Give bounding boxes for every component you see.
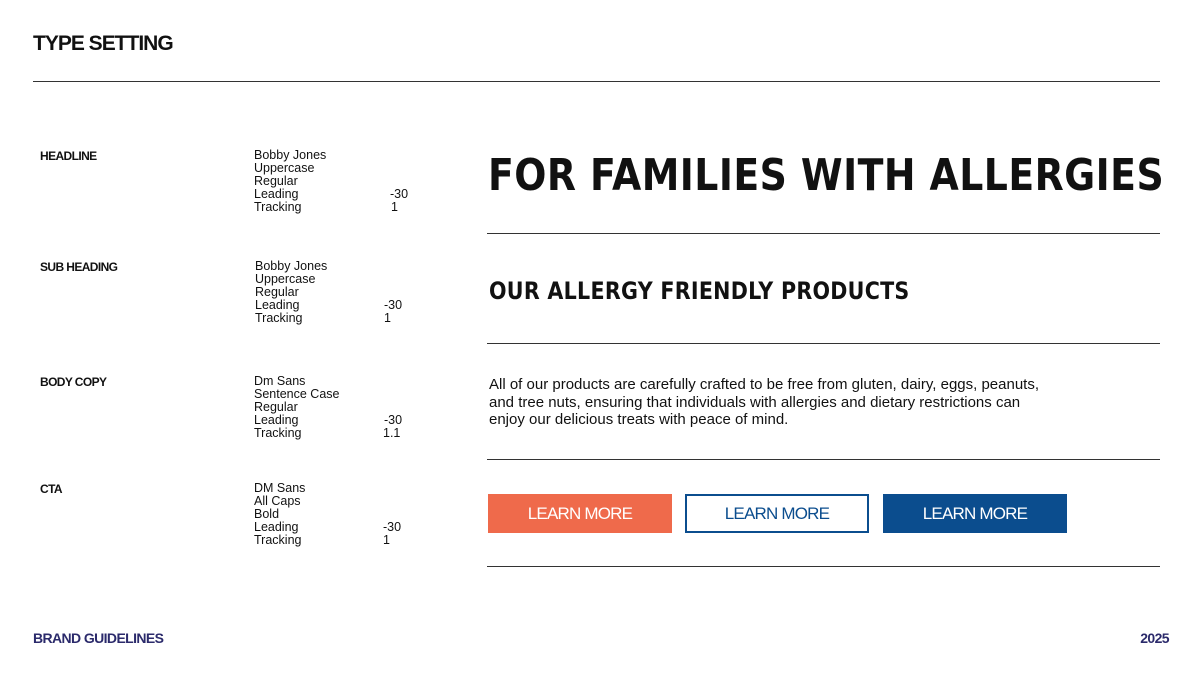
spec-props-body-copy [254, 375, 424, 440]
header-divider [33, 81, 1160, 82]
spec-leading-value: -30 [384, 298, 403, 312]
spec-label-cta: CTA [40, 482, 62, 496]
divider [487, 343, 1160, 344]
spec-tracking-value: 1 [384, 311, 391, 325]
spec-tracking-value: 1 [391, 200, 398, 214]
spec-leading-value: -30 [383, 520, 402, 534]
spec-tracking [255, 312, 425, 325]
divider [487, 233, 1160, 234]
spec-tracking-label: Tracking [254, 200, 302, 214]
spec-weight: Bold [254, 507, 280, 521]
spec-tracking-label: Tracking [254, 533, 302, 547]
learn-more-button-blue[interactable]: LEARN MORE [883, 494, 1067, 533]
sample-headline: FOR FAMILIES WITH ALLERGIES [488, 150, 1165, 201]
spec-leading-value: -30 [390, 187, 409, 201]
spec-leading-label: Leading [255, 298, 300, 312]
sample-body-copy: All of our products are carefully crafted to be free from gluten, dairy, eggs, peanuts, and tree nuts, ensuring that individuals with allergies and dietary restrictions can enjoy our delicious treats with peace of mind. [489, 376, 1040, 428]
spec-props-cta [254, 482, 424, 547]
spec-leading-label: Leading [254, 413, 299, 427]
spec-tracking-label: Tracking [255, 311, 303, 325]
spec-case: All Caps [254, 494, 301, 508]
spec-weight: Regular [255, 285, 299, 299]
spec-tracking-label: Tracking [254, 426, 302, 440]
spec-tracking [254, 201, 424, 214]
spec-leading-label: Leading [254, 520, 299, 534]
sample-subheading: OUR ALLERGY FRIENDLY PRODUCTS [489, 277, 910, 305]
spec-font: DM Sans [254, 481, 306, 495]
spec-font: Bobby Jones [254, 148, 327, 162]
spec-tracking [254, 427, 424, 440]
spec-case: Uppercase [254, 161, 315, 175]
spec-tracking-value: 1.1 [383, 426, 401, 440]
spec-weight: Regular [254, 400, 298, 414]
divider [487, 566, 1160, 567]
spec-case: Uppercase [255, 272, 316, 286]
spec-case: Sentence Case [254, 387, 340, 401]
spec-props-headline [254, 149, 424, 214]
spec-tracking [254, 534, 424, 547]
spec-props-subheading [255, 260, 425, 325]
page-title: TYPE SETTING [33, 32, 173, 55]
spec-label-body-copy: BODY COPY [40, 375, 107, 389]
footer-brand-guidelines: BRAND GUIDELINES [33, 630, 164, 646]
spec-font: Dm Sans [254, 374, 306, 388]
footer-year: 2025 [1140, 630, 1169, 646]
spec-leading-label: Leading [254, 187, 299, 201]
spec-tracking-value: 1 [383, 533, 390, 547]
learn-more-button-coral[interactable]: LEARN MORE [488, 494, 672, 533]
spec-weight: Regular [254, 174, 298, 188]
spec-label-subheading: SUB HEADING [40, 260, 118, 274]
divider [487, 459, 1160, 460]
spec-leading-value: -30 [384, 413, 403, 427]
spec-label-headline: HEADLINE [40, 149, 97, 163]
learn-more-button-outline[interactable]: LEARN MORE [685, 494, 869, 533]
spec-font: Bobby Jones [255, 259, 328, 273]
